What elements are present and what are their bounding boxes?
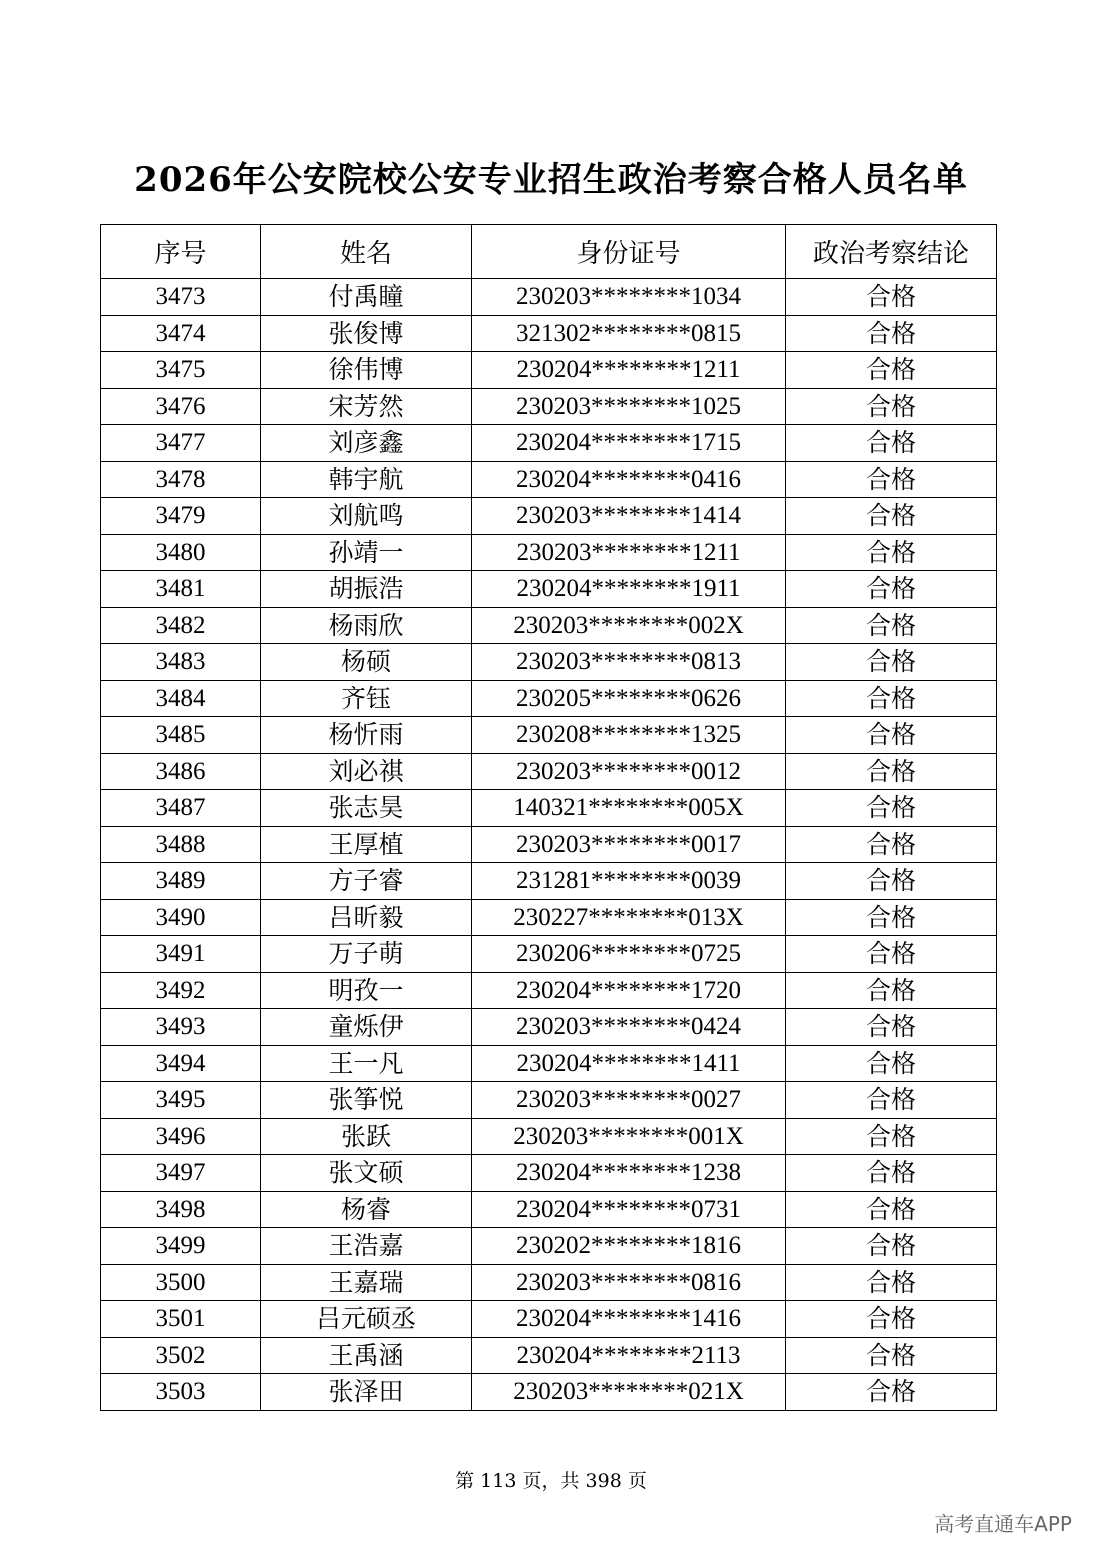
table-row <box>101 1155 997 1192</box>
document-title: 2026年公安院校公安专业招生政治考察合格人员名单 <box>134 160 968 200</box>
name-cell: 吕昕毅 <box>261 899 472 936</box>
table-row <box>101 1337 997 1374</box>
serial-cell: 3503 <box>101 1374 261 1411</box>
name-cell: 杨雨欣 <box>261 607 472 644</box>
serial-cell: 3492 <box>101 972 261 1009</box>
id-number-cell: 230203********0017 <box>472 826 786 863</box>
conclusion-cell: 合格 <box>786 571 997 608</box>
conclusion-cell: 合格 <box>786 315 997 352</box>
name-cell: 孙靖一 <box>261 534 472 571</box>
conclusion-cell: 合格 <box>786 1301 997 1338</box>
name-cell: 刘航鸣 <box>261 498 472 535</box>
conclusion-cell: 合格 <box>786 1191 997 1228</box>
page-indicator: 第 113 页，共 398 页 <box>455 1470 647 1492</box>
serial-cell: 3499 <box>101 1228 261 1265</box>
name-cell: 明孜一 <box>261 972 472 1009</box>
conclusion-cell: 合格 <box>786 1118 997 1155</box>
serial-cell: 3495 <box>101 1082 261 1119</box>
table-row <box>101 1045 997 1082</box>
table-row <box>101 753 997 790</box>
name-cell: 张文硕 <box>261 1155 472 1192</box>
conclusion-cell: 合格 <box>786 352 997 389</box>
name-cell: 齐钰 <box>261 680 472 717</box>
serial-cell: 3497 <box>101 1155 261 1192</box>
id-number-cell: 230203********021X <box>472 1374 786 1411</box>
serial-cell: 3491 <box>101 936 261 973</box>
header-row <box>101 225 997 279</box>
conclusion-cell: 合格 <box>786 1082 997 1119</box>
name-cell: 张泽田 <box>261 1374 472 1411</box>
conclusion-cell: 合格 <box>786 498 997 535</box>
name-cell: 张跃 <box>261 1118 472 1155</box>
name-cell: 刘必祺 <box>261 753 472 790</box>
conclusion-cell: 合格 <box>786 717 997 754</box>
conclusion-cell: 合格 <box>786 279 997 316</box>
id-number-cell: 230204********1211 <box>472 352 786 389</box>
serial-cell: 3473 <box>101 279 261 316</box>
conclusion-cell: 合格 <box>786 790 997 827</box>
name-cell: 王浩嘉 <box>261 1228 472 1265</box>
table-row <box>101 972 997 1009</box>
id-number-cell: 230204********1911 <box>472 571 786 608</box>
id-number-cell: 230227********013X <box>472 899 786 936</box>
serial-cell: 3475 <box>101 352 261 389</box>
name-cell: 胡振浩 <box>261 571 472 608</box>
id-number-cell: 230206********0725 <box>472 936 786 973</box>
name-cell: 方子睿 <box>261 863 472 900</box>
conclusion-cell: 合格 <box>786 644 997 681</box>
id-number-cell: 230203********0027 <box>472 1082 786 1119</box>
table-row <box>101 826 997 863</box>
roster-body <box>101 279 997 1411</box>
table-row <box>101 279 997 316</box>
serial-cell: 3478 <box>101 461 261 498</box>
serial-cell: 3486 <box>101 753 261 790</box>
conclusion-cell: 合格 <box>786 1228 997 1265</box>
conclusion-cell: 合格 <box>786 607 997 644</box>
name-cell: 徐伟博 <box>261 352 472 389</box>
name-cell: 万子萌 <box>261 936 472 973</box>
table-row <box>101 388 997 425</box>
name-cell: 张志昊 <box>261 790 472 827</box>
serial-cell: 3501 <box>101 1301 261 1338</box>
conclusion-cell: 合格 <box>786 972 997 1009</box>
table-row <box>101 1374 997 1411</box>
id-number-cell: 230203********1211 <box>472 534 786 571</box>
roster-table <box>100 224 997 1411</box>
conclusion-cell: 合格 <box>786 826 997 863</box>
serial-cell: 3487 <box>101 790 261 827</box>
conclusion-cell: 合格 <box>786 863 997 900</box>
id-number-cell: 230204********2113 <box>472 1337 786 1374</box>
name-cell: 王一凡 <box>261 1045 472 1082</box>
conclusion-cell: 合格 <box>786 680 997 717</box>
header-conclusion: 政治考察结论 <box>786 225 997 279</box>
name-cell: 宋芳然 <box>261 388 472 425</box>
name-cell: 吕元硕丞 <box>261 1301 472 1338</box>
serial-cell: 3496 <box>101 1118 261 1155</box>
id-number-cell: 231281********0039 <box>472 863 786 900</box>
serial-cell: 3488 <box>101 826 261 863</box>
serial-cell: 3474 <box>101 315 261 352</box>
table-row <box>101 352 997 389</box>
id-number-cell: 230203********001X <box>472 1118 786 1155</box>
id-number-cell: 230205********0626 <box>472 680 786 717</box>
name-cell: 王嘉瑞 <box>261 1264 472 1301</box>
conclusion-cell: 合格 <box>786 1374 997 1411</box>
table-row <box>101 461 997 498</box>
name-cell: 杨睿 <box>261 1191 472 1228</box>
table-row <box>101 680 997 717</box>
header-serial: 序号 <box>101 225 261 279</box>
id-number-cell: 230204********1238 <box>472 1155 786 1192</box>
serial-cell: 3484 <box>101 680 261 717</box>
header-id-number: 身份证号 <box>472 225 786 279</box>
id-number-cell: 230202********1816 <box>472 1228 786 1265</box>
serial-cell: 3500 <box>101 1264 261 1301</box>
name-cell: 杨硕 <box>261 644 472 681</box>
id-number-cell: 230203********0816 <box>472 1264 786 1301</box>
conclusion-cell: 合格 <box>786 899 997 936</box>
serial-cell: 3477 <box>101 425 261 462</box>
id-number-cell: 230204********0731 <box>472 1191 786 1228</box>
name-cell: 付禹瞳 <box>261 279 472 316</box>
table-row <box>101 607 997 644</box>
serial-cell: 3489 <box>101 863 261 900</box>
serial-cell: 3498 <box>101 1191 261 1228</box>
conclusion-cell: 合格 <box>786 425 997 462</box>
id-number-cell: 230203********0424 <box>472 1009 786 1046</box>
conclusion-cell: 合格 <box>786 1045 997 1082</box>
table-row <box>101 1264 997 1301</box>
conclusion-cell: 合格 <box>786 1264 997 1301</box>
conclusion-cell: 合格 <box>786 1337 997 1374</box>
name-cell: 王厚植 <box>261 826 472 863</box>
serial-cell: 3502 <box>101 1337 261 1374</box>
serial-cell: 3482 <box>101 607 261 644</box>
header-name: 姓名 <box>261 225 472 279</box>
conclusion-cell: 合格 <box>786 461 997 498</box>
table-row <box>101 571 997 608</box>
conclusion-cell: 合格 <box>786 1155 997 1192</box>
table-row <box>101 1009 997 1046</box>
name-cell: 张俊博 <box>261 315 472 352</box>
id-number-cell: 230204********1416 <box>472 1301 786 1338</box>
id-number-cell: 230204********1720 <box>472 972 786 1009</box>
table-row <box>101 425 997 462</box>
serial-cell: 3480 <box>101 534 261 571</box>
id-number-cell: 321302********0815 <box>472 315 786 352</box>
watermark: 高考直通车APP <box>934 1512 1072 1536</box>
serial-cell: 3494 <box>101 1045 261 1082</box>
name-cell: 张筝悦 <box>261 1082 472 1119</box>
serial-cell: 3481 <box>101 571 261 608</box>
conclusion-cell: 合格 <box>786 534 997 571</box>
table-row <box>101 534 997 571</box>
id-number-cell: 230204********0416 <box>472 461 786 498</box>
id-number-cell: 230204********1411 <box>472 1045 786 1082</box>
conclusion-cell: 合格 <box>786 753 997 790</box>
name-cell: 王禹涵 <box>261 1337 472 1374</box>
id-number-cell: 140321********005X <box>472 790 786 827</box>
serial-cell: 3483 <box>101 644 261 681</box>
name-cell: 童烁伊 <box>261 1009 472 1046</box>
name-cell: 刘彦鑫 <box>261 425 472 462</box>
table-row <box>101 863 997 900</box>
table-row <box>101 644 997 681</box>
id-number-cell: 230204********1715 <box>472 425 786 462</box>
serial-cell: 3490 <box>101 899 261 936</box>
id-number-cell: 230203********0012 <box>472 753 786 790</box>
table-row <box>101 790 997 827</box>
table-row <box>101 717 997 754</box>
id-number-cell: 230203********1414 <box>472 498 786 535</box>
id-number-cell: 230208********1325 <box>472 717 786 754</box>
table-row <box>101 498 997 535</box>
table-row <box>101 1118 997 1155</box>
id-number-cell: 230203********1025 <box>472 388 786 425</box>
table-row <box>101 315 997 352</box>
name-cell: 韩宇航 <box>261 461 472 498</box>
name-cell: 杨忻雨 <box>261 717 472 754</box>
id-number-cell: 230203********002X <box>472 607 786 644</box>
id-number-cell: 230203********1034 <box>472 279 786 316</box>
table-row <box>101 1228 997 1265</box>
conclusion-cell: 合格 <box>786 388 997 425</box>
id-number-cell: 230203********0813 <box>472 644 786 681</box>
serial-cell: 3479 <box>101 498 261 535</box>
serial-cell: 3493 <box>101 1009 261 1046</box>
serial-cell: 3476 <box>101 388 261 425</box>
table-row <box>101 1191 997 1228</box>
conclusion-cell: 合格 <box>786 1009 997 1046</box>
table-row <box>101 936 997 973</box>
serial-cell: 3485 <box>101 717 261 754</box>
table-row <box>101 1082 997 1119</box>
conclusion-cell: 合格 <box>786 936 997 973</box>
table-row <box>101 1301 997 1338</box>
table-row <box>101 899 997 936</box>
